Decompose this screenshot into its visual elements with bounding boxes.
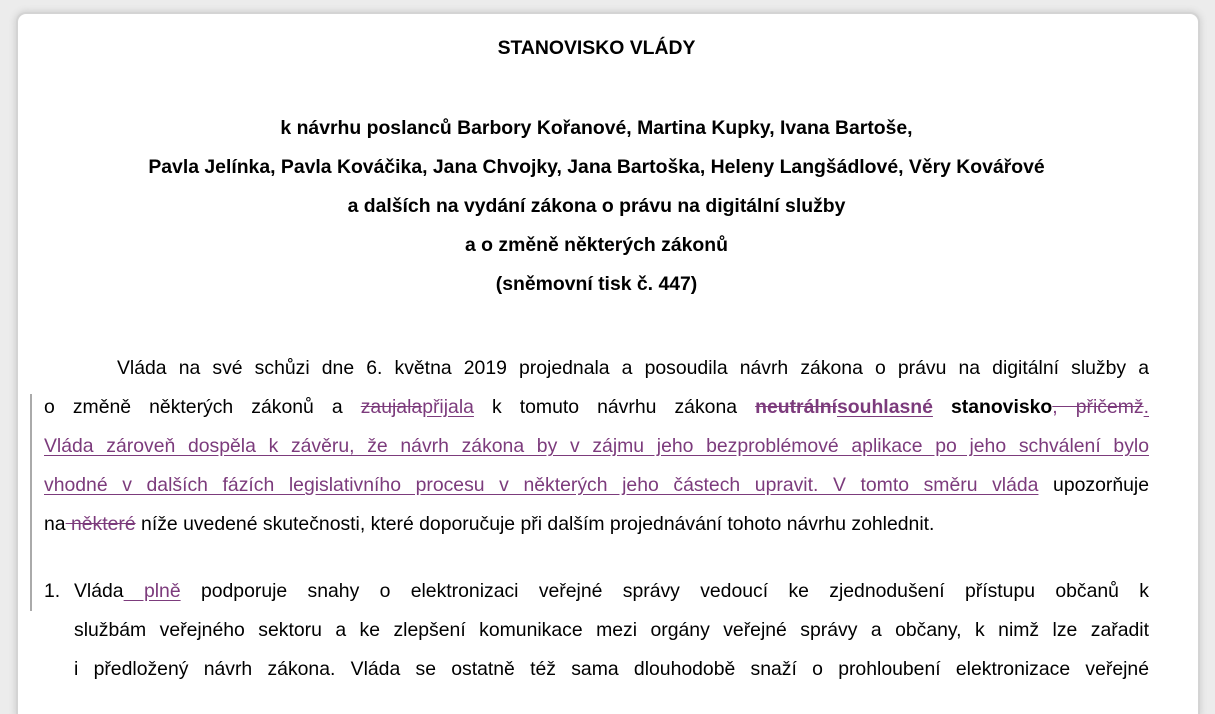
list-line: službám veřejného sektoru a ke zlepšení komunikace mezi orgány veřejné správy a občany, k nimž lze zařadit — [74, 619, 1149, 641]
numbered-list — [44, 572, 1149, 689]
deleted-text[interactable]: zaujala — [360, 396, 423, 418]
revision-change-bar — [30, 394, 32, 611]
text-run: upozorňuje — [1038, 474, 1149, 496]
inserted-text[interactable]: Vláda zároveň dospěla k závěru, že návrh zákona by v zájmu jeho bezproblémové aplikace po jeho schválení bylo — [44, 435, 1149, 457]
inserted-text[interactable]: plně — [123, 580, 181, 602]
inserted-text[interactable]: přijala — [422, 396, 474, 418]
inserted-text[interactable]: souhlasné — [836, 396, 933, 418]
deleted-text[interactable]: některé — [65, 513, 136, 535]
inserted-text[interactable]: vhodné v dalších fázích legislativního procesu v některých jeho částech upravit. V tomto směru vláda — [44, 474, 1039, 496]
intro-paragraph — [44, 349, 1149, 544]
paragraph-line — [44, 349, 1149, 388]
text-run: podporuje snahy o elektronizaci veřejné správy vedoucí ke zjednodušení přístupu občanů k — [180, 580, 1149, 602]
list-item — [44, 572, 1149, 689]
list-line — [74, 572, 1149, 611]
subtitle-line-1: k návrhu poslanců Barbory Kořanové, Martina Kupky, Ivana Bartoše, — [280, 117, 913, 139]
subtitle-line-4: a o změně některých zákonů — [465, 234, 728, 256]
paragraph-line — [44, 388, 1149, 427]
inserted-text[interactable]: . — [1143, 396, 1149, 418]
list-line: i předložený návrh zákona. Vláda se ostatně též sama dlouhodobě snaží o prohloubení elektronizace veřejné — [74, 658, 1149, 680]
text-run: níže uvedené skutečnosti, které doporučuje při dalším projednávání tohoto návrhu zohlednit. — [135, 513, 935, 535]
deleted-text[interactable]: neutrální — [755, 396, 837, 418]
list-number: 1. — [44, 580, 61, 602]
text-run: Vláda — [74, 580, 124, 602]
document-title: STANOVISKO VLÁDY — [497, 37, 696, 59]
paragraph-line — [44, 427, 1149, 466]
document-page — [18, 14, 1198, 714]
subtitle-line-5: (sněmovní tisk č. 447) — [495, 273, 698, 295]
text-run: k tomuto návrhu zákona — [473, 396, 756, 418]
subtitle-line-2: Pavla Jelínka, Pavla Kováčika, Jana Chvojky, Jana Bartoška, Heleny Langšádlové, Věry Kovářové — [148, 156, 1045, 178]
list-item-body — [74, 572, 1149, 689]
text-run: na — [44, 513, 66, 535]
text-run: o změně některých zákonů a — [44, 396, 361, 418]
subtitle-line-3: a dalších na vydání zákona o právu na digitální služby — [347, 195, 846, 217]
text-run: stanovisko — [932, 396, 1053, 418]
paragraph-line — [44, 505, 1149, 544]
paragraph-line — [44, 466, 1149, 505]
deleted-text[interactable]: , přičemž — [1052, 396, 1144, 418]
text-run: Vláda na své schůzi dne 6. května 2019 projednala a posoudila návrh zákona o právu na digitální služby a — [117, 357, 1149, 379]
